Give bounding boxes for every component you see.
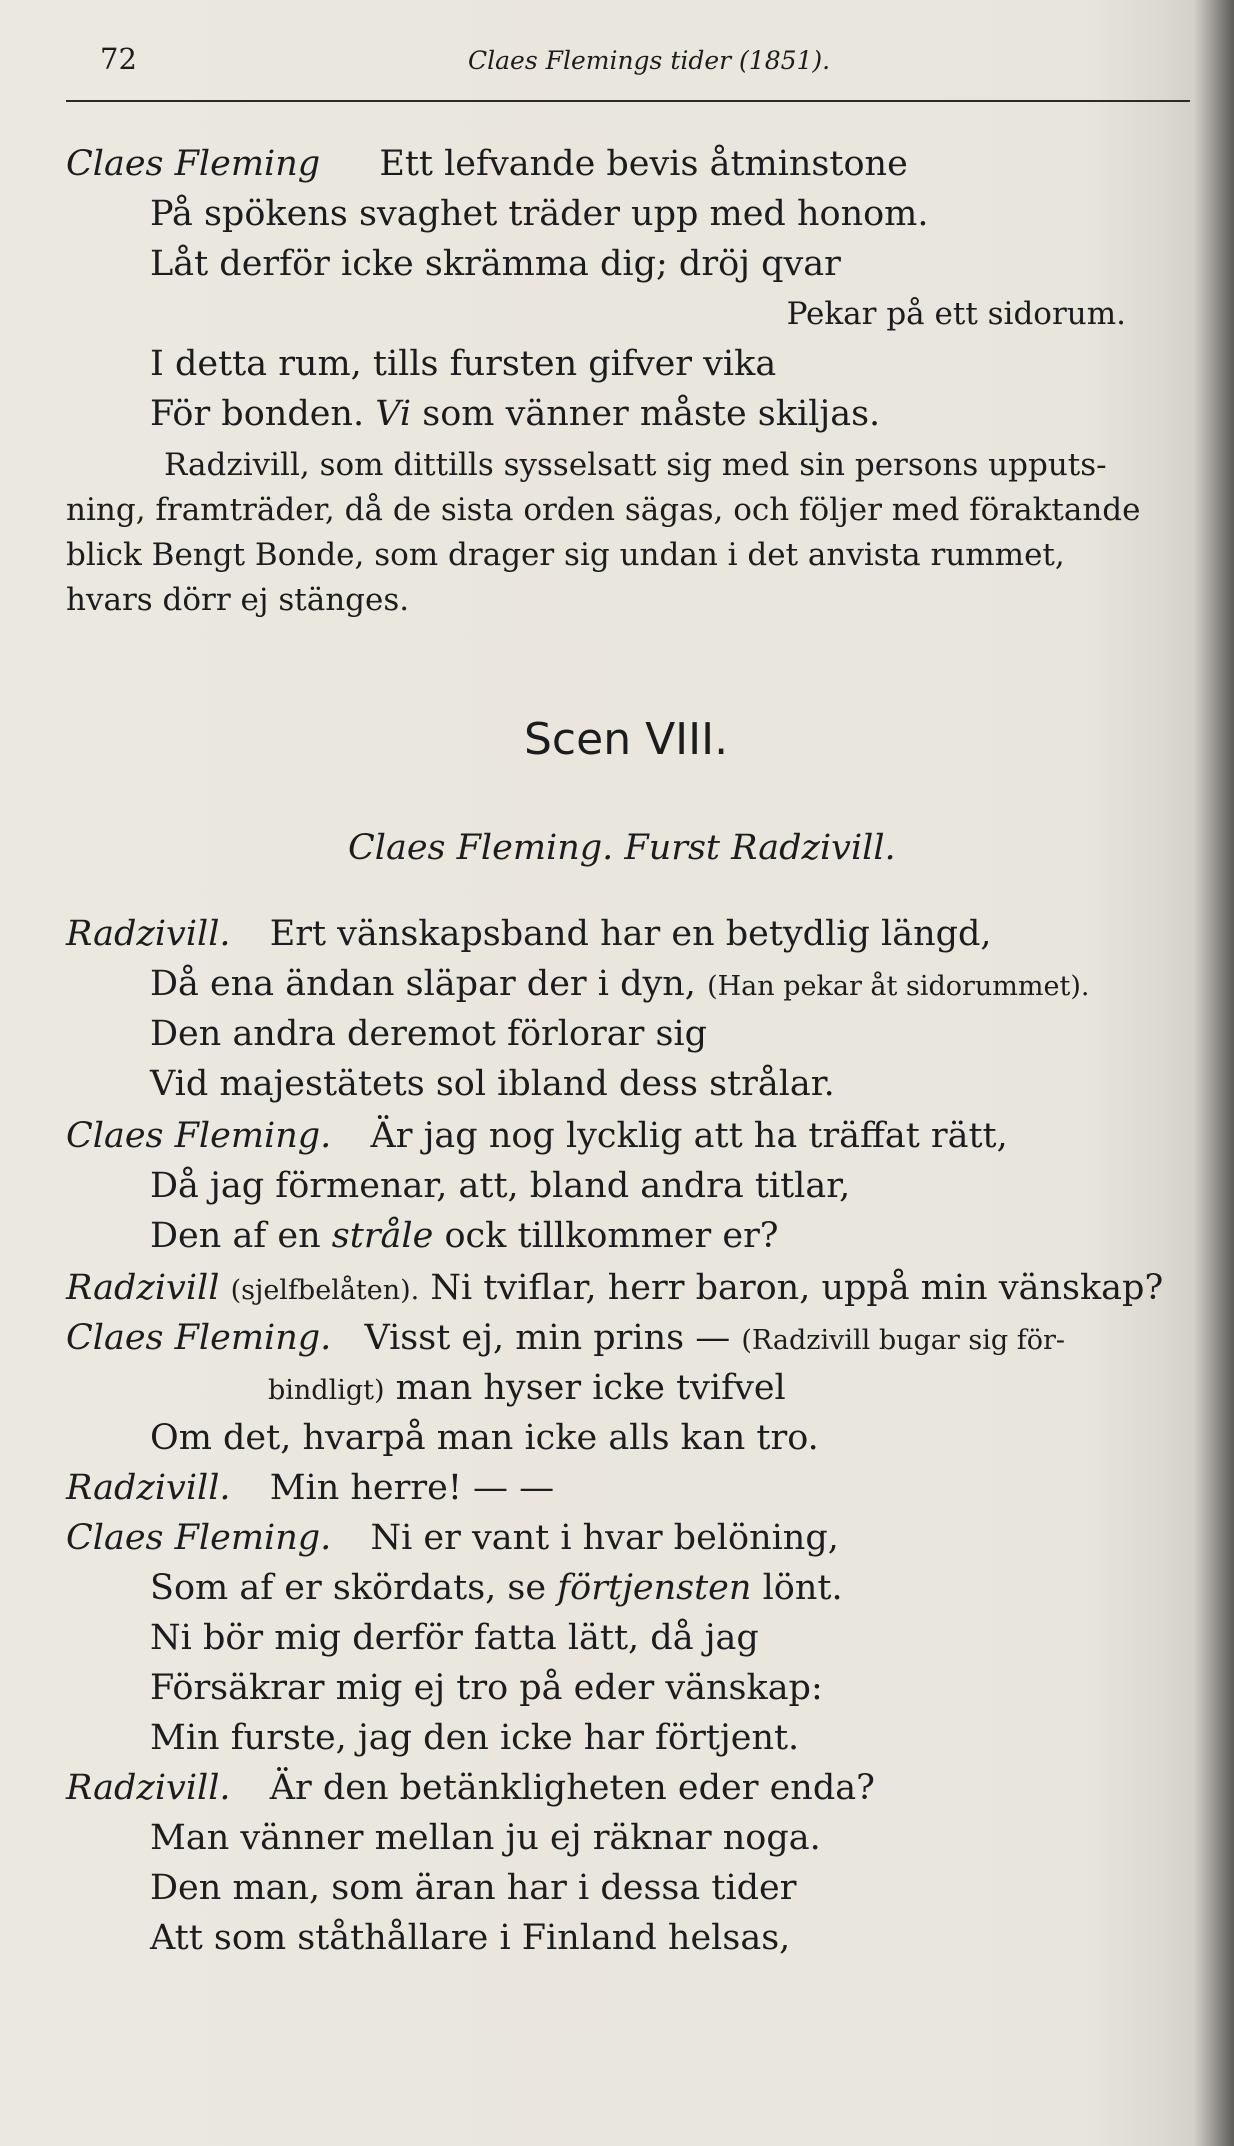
speaker-name: Radzivill. xyxy=(66,914,231,954)
verse-text: Som af er skördats, se xyxy=(150,1568,547,1608)
verse-line xyxy=(150,962,1089,1009)
verse-line: Försäkrar mig ej tro på eder vänskap: xyxy=(150,1668,823,1708)
emphasis-text: Vi xyxy=(375,394,412,434)
speaker-name: Radzivill. xyxy=(66,1468,231,1508)
verse-text: som vänner måste skiljas. xyxy=(422,394,881,434)
stage-direction: bindligt) xyxy=(268,1375,385,1406)
verse-line xyxy=(66,1266,1163,1313)
verse-line: Ni bör mig derför fatta lätt, då jag xyxy=(150,1618,759,1658)
verse-text: Är den betänkligheten eder enda? xyxy=(269,1768,875,1808)
verse-text: lönt. xyxy=(762,1568,843,1608)
speaker-name: Radzivill xyxy=(66,1268,220,1308)
running-head: Claes Flemings tider (1851). xyxy=(468,46,831,75)
stage-direction: Pekar på ett sidorum. xyxy=(786,296,1126,332)
verse-text: Är jag nog lycklig att ha träffat rätt, xyxy=(370,1116,1008,1156)
verse-line: Den andra deremot förlorar sig xyxy=(150,1014,708,1054)
verse-line: Låt derför icke skrämma dig; dröj qvar xyxy=(150,244,841,284)
stage-direction: (Radzivill bugar sig för- xyxy=(741,1325,1066,1356)
stage-direction: (Han pekar åt sidorummet). xyxy=(707,971,1090,1002)
verse-line: Om det, hvarpå man icke alls kan tro. xyxy=(150,1418,819,1458)
stage-direction: Radzivill, som dittills sysselsatt sig med sin persons upputs- xyxy=(164,447,1107,483)
verse-line xyxy=(150,1214,779,1258)
speaker-name: Claes Fleming xyxy=(66,144,321,184)
verse-text: Min herre! — — xyxy=(269,1468,555,1508)
verse-line xyxy=(66,1114,1008,1158)
verse-text: Den af en xyxy=(150,1216,321,1256)
verse-line: I detta rum, tills fursten gifver vika xyxy=(150,344,777,384)
scene-characters: Claes Fleming. Furst Radzivill. xyxy=(348,828,896,868)
emphasis-text: förtjensten xyxy=(557,1568,752,1608)
verse-line xyxy=(150,392,880,436)
verse-text: Ert vänskapsband har en betydlig längd, xyxy=(269,914,992,954)
verse-text: ock tillkommer er? xyxy=(444,1216,779,1256)
speaker-name: Claes Fleming. xyxy=(66,1318,332,1358)
verse-line xyxy=(268,1366,786,1413)
verse-line: Att som ståthållare i Finland helsas, xyxy=(150,1918,791,1958)
speaker-name: Claes Fleming. xyxy=(66,1116,332,1156)
verse-line: Vid majestätets sol ibland dess strålar. xyxy=(150,1064,835,1104)
verse-line: På spökens svaghet träder upp med honom. xyxy=(150,194,929,234)
page-header xyxy=(0,42,1234,82)
verse-text: Ni er vant i hvar belöning, xyxy=(370,1518,839,1558)
verse-text: För bonden. xyxy=(150,394,365,434)
verse-line xyxy=(66,1466,554,1510)
verse-line: Då jag förmenar, att, bland andra titlar, xyxy=(150,1166,851,1206)
verse-line xyxy=(66,1766,875,1810)
speaker-name: Radzivill. xyxy=(66,1768,231,1808)
verse-text: Visst ej, min prins — xyxy=(364,1318,731,1358)
verse-line xyxy=(66,1516,839,1560)
verse-line: Man vänner mellan ju ej räknar noga. xyxy=(150,1818,821,1858)
page-edge-shadow xyxy=(1194,0,1234,2146)
verse-line xyxy=(66,1316,1065,1363)
verse-line: Den man, som äran har i dessa tider xyxy=(150,1868,797,1908)
stage-direction: hvars dörr ej stänges. xyxy=(66,582,410,618)
verse-line xyxy=(66,142,908,186)
scene-title: Scen VIII. xyxy=(524,714,729,765)
verse-text: Ni tviflar, herr baron, uppå min vänskap? xyxy=(430,1268,1164,1308)
stage-direction: ning, framträder, då de sista orden sägas, och följer med föraktande xyxy=(66,492,1141,528)
stage-direction: blick Bengt Bonde, som drager sig undan i det anvista rummet, xyxy=(66,537,1065,573)
verse-text: man hyser icke tvifvel xyxy=(395,1368,786,1408)
verse-line xyxy=(150,1566,843,1610)
emphasis-text: stråle xyxy=(331,1216,434,1256)
speaker-name: Claes Fleming. xyxy=(66,1518,332,1558)
page-number: 72 xyxy=(100,42,137,76)
stage-direction: (sjelfbelåten). xyxy=(230,1275,420,1306)
header-rule xyxy=(66,100,1190,102)
verse-line: Min furste, jag den icke har förtjent. xyxy=(150,1718,800,1758)
verse-text: Ett lefvande bevis åtminstone xyxy=(379,144,908,184)
verse-text: Då ena ändan släpar der i dyn, xyxy=(150,964,696,1004)
verse-line xyxy=(66,912,992,956)
